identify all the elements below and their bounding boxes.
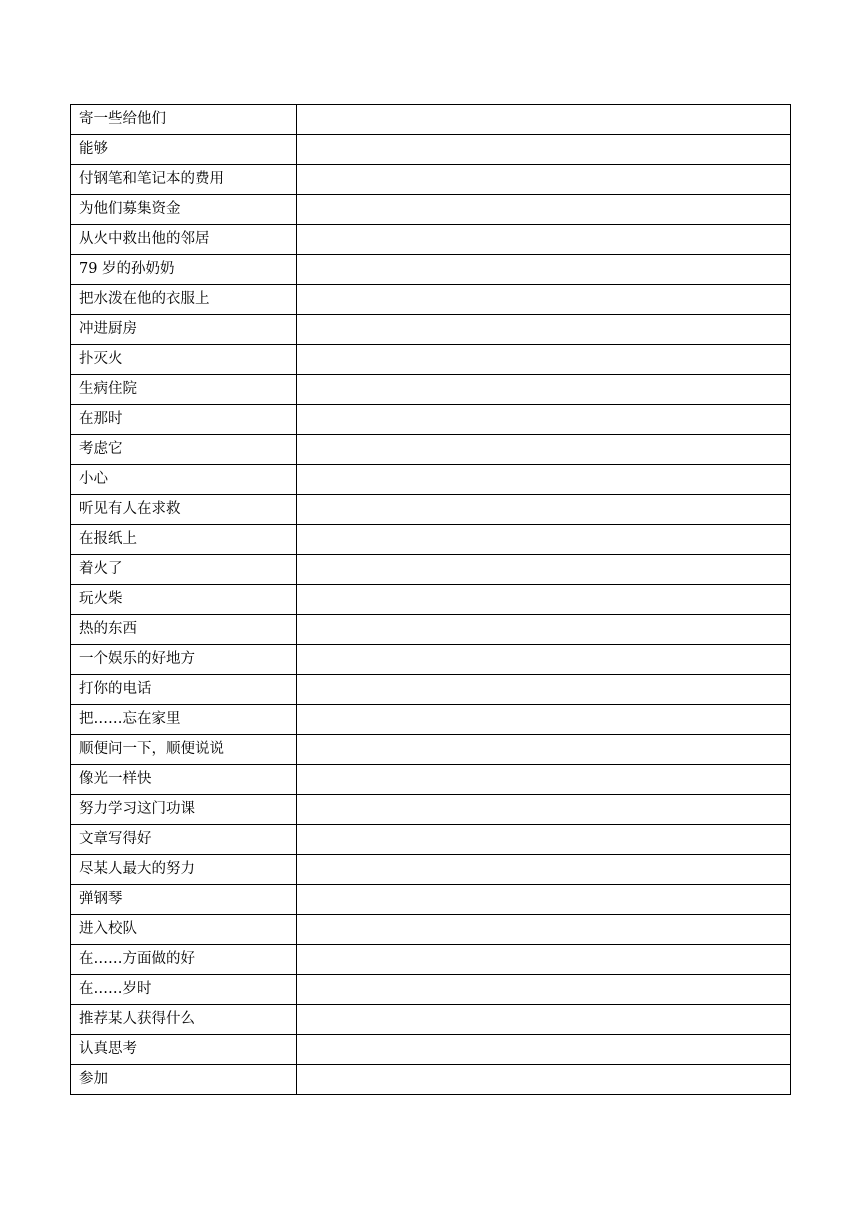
answer-cell[interactable] — [297, 585, 791, 615]
table-row — [71, 675, 791, 705]
answer-cell[interactable] — [297, 195, 791, 225]
answer-cell[interactable] — [297, 435, 791, 465]
table-row — [71, 945, 791, 975]
phrase-cell: 在报纸上 — [71, 525, 297, 555]
phrase-cell: 付钢笔和笔记本的费用 — [71, 165, 297, 195]
phrase-cell: 把……忘在家里 — [71, 705, 297, 735]
table-row — [71, 975, 791, 1005]
table-row — [71, 495, 791, 525]
phrase-cell: 打你的电话 — [71, 675, 297, 705]
table-row — [71, 705, 791, 735]
phrase-cell: 从火中救出他的邻居 — [71, 225, 297, 255]
answer-cell[interactable] — [297, 885, 791, 915]
answer-cell[interactable] — [297, 465, 791, 495]
answer-cell[interactable] — [297, 285, 791, 315]
table-row — [71, 525, 791, 555]
answer-cell[interactable] — [297, 615, 791, 645]
phrase-cell: 为他们募集资金 — [71, 195, 297, 225]
phrase-cell: 79 岁的孙奶奶 — [71, 255, 297, 285]
answer-cell[interactable] — [297, 855, 791, 885]
vocab-table — [70, 104, 791, 1095]
phrase-cell: 扑灭火 — [71, 345, 297, 375]
phrase-cell: 把水泼在他的衣服上 — [71, 285, 297, 315]
phrase-cell: 尽某人最大的努力 — [71, 855, 297, 885]
table-row — [71, 405, 791, 435]
answer-cell[interactable] — [297, 225, 791, 255]
answer-cell[interactable] — [297, 495, 791, 525]
table-row — [71, 855, 791, 885]
phrase-cell: 进入校队 — [71, 915, 297, 945]
table-row — [71, 615, 791, 645]
table-row — [71, 1065, 791, 1095]
table-row — [71, 375, 791, 405]
table-row — [71, 315, 791, 345]
answer-cell[interactable] — [297, 645, 791, 675]
table-row — [71, 1035, 791, 1065]
phrase-cell: 玩火柴 — [71, 585, 297, 615]
answer-cell[interactable] — [297, 1065, 791, 1095]
phrase-cell: 在那时 — [71, 405, 297, 435]
answer-cell[interactable] — [297, 345, 791, 375]
worksheet-page — [70, 104, 790, 1095]
answer-cell[interactable] — [297, 375, 791, 405]
table-row — [71, 225, 791, 255]
answer-cell[interactable] — [297, 255, 791, 285]
answer-cell[interactable] — [297, 825, 791, 855]
table-row — [71, 765, 791, 795]
table-row — [71, 345, 791, 375]
phrase-cell: 考虑它 — [71, 435, 297, 465]
answer-cell[interactable] — [297, 1005, 791, 1035]
answer-cell[interactable] — [297, 135, 791, 165]
phrase-cell: 在……岁时 — [71, 975, 297, 1005]
table-row — [71, 795, 791, 825]
table-row — [71, 105, 791, 135]
table-row — [71, 915, 791, 945]
phrase-cell: 着火了 — [71, 555, 297, 585]
table-row — [71, 195, 791, 225]
answer-cell[interactable] — [297, 975, 791, 1005]
phrase-cell: 顺便问一下，顺便说说 — [71, 735, 297, 765]
answer-cell[interactable] — [297, 525, 791, 555]
vocab-table-body — [71, 105, 791, 1095]
phrase-cell: 文章写得好 — [71, 825, 297, 855]
table-row — [71, 465, 791, 495]
table-row — [71, 285, 791, 315]
answer-cell[interactable] — [297, 1035, 791, 1065]
table-row — [71, 885, 791, 915]
table-row — [71, 585, 791, 615]
phrase-cell: 冲进厨房 — [71, 315, 297, 345]
answer-cell[interactable] — [297, 795, 791, 825]
answer-cell[interactable] — [297, 165, 791, 195]
table-row — [71, 165, 791, 195]
table-row — [71, 555, 791, 585]
table-row — [71, 135, 791, 165]
phrase-cell: 参加 — [71, 1065, 297, 1095]
table-row — [71, 735, 791, 765]
phrase-cell: 小心 — [71, 465, 297, 495]
phrase-cell: 寄一些给他们 — [71, 105, 297, 135]
phrase-cell: 一个娱乐的好地方 — [71, 645, 297, 675]
table-row — [71, 1005, 791, 1035]
phrase-cell: 推荐某人获得什么 — [71, 1005, 297, 1035]
table-row — [71, 435, 791, 465]
phrase-cell: 听见有人在求救 — [71, 495, 297, 525]
answer-cell[interactable] — [297, 705, 791, 735]
answer-cell[interactable] — [297, 765, 791, 795]
answer-cell[interactable] — [297, 105, 791, 135]
phrase-cell: 认真思考 — [71, 1035, 297, 1065]
table-row — [71, 825, 791, 855]
answer-cell[interactable] — [297, 915, 791, 945]
answer-cell[interactable] — [297, 675, 791, 705]
answer-cell[interactable] — [297, 555, 791, 585]
answer-cell[interactable] — [297, 945, 791, 975]
phrase-cell: 弹钢琴 — [71, 885, 297, 915]
answer-cell[interactable] — [297, 735, 791, 765]
phrase-cell: 像光一样快 — [71, 765, 297, 795]
phrase-cell: 生病住院 — [71, 375, 297, 405]
answer-cell[interactable] — [297, 405, 791, 435]
phrase-cell: 热的东西 — [71, 615, 297, 645]
answer-cell[interactable] — [297, 315, 791, 345]
phrase-cell: 在……方面做的好 — [71, 945, 297, 975]
table-row — [71, 255, 791, 285]
phrase-cell: 努力学习这门功课 — [71, 795, 297, 825]
phrase-cell: 能够 — [71, 135, 297, 165]
table-row — [71, 645, 791, 675]
